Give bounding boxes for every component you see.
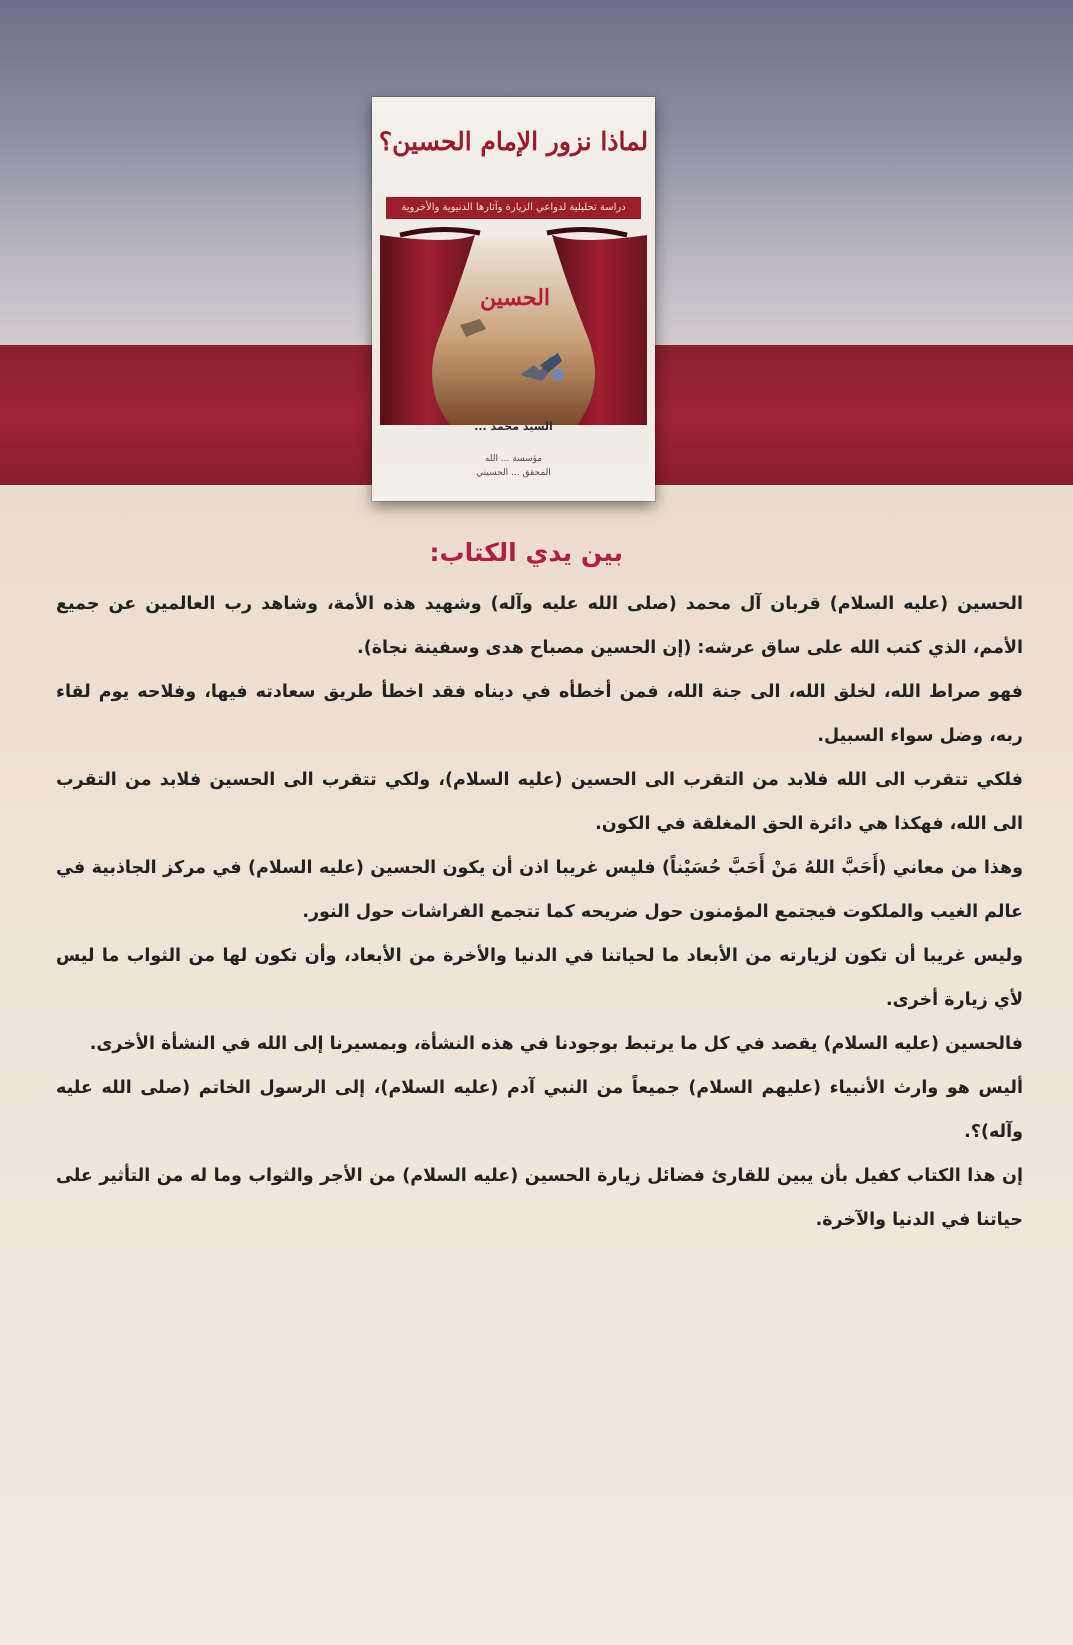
paragraph-1: الحسين (عليه السلام) قربان آل محمد (صلى الله عليه وآله) وشهيد هذه الأمة، وشاهد رب العالمين عن جميع الأمم، الذي كتب الله على ساق عرشه: (إن الحسين مصباح هدى وسفينة نجاة). [56,594,1023,658]
book-cover-publisher [372,452,655,480]
book-cover-author: السيد محمد ... [474,420,553,433]
paragraph-6: فالحسين (عليه السلام) يقصد في كل ما يرتبط بوجودنا في هذه النشأة، وبمسيرنا إلى الله في النشأة الأخرى. [89,1034,1023,1054]
book-cover-illustration [380,225,647,425]
book-cover-publisher-line-2: المحقق ... الحسيني [476,468,551,478]
book-description [56,582,1023,1242]
paragraph-3: فلكي تتقرب الى الله فلابد من التقرب الى الحسين (عليه السلام)، ولكي تتقرب الى الحسين فلابد من التقرب الى الله، فهكذا هي دائرة الحق المغلقة في الكون. [56,770,1023,834]
book-cover-title: لماذا نزور الإمام الحسين؟ [378,127,649,156]
paragraph-8: إن هذا الكتاب كفيل بأن يبين للقارئ فضائل زيارة الحسين (عليه السلام) من الأجر والثواب وما له من التأثير على حياتنا في الدنيا والآخرة. [56,1166,1023,1230]
book-cover-publisher-line-1: مؤسسة ... الله [484,454,543,464]
paragraph-2: فهو صراط الله، لخلق الله، الى جنة الله، فمن أخطأه في ديناه فقد اخطأ طريق سعادته فيها، وفلاحه يوم لقاء ربه، وضل سواء السبيل. [56,682,1023,746]
book-cover [372,97,655,501]
paragraph-5: وليس غريبا أن تكون لزيارته من الأبعاد ما لحياتنا في الدنيا والأخرة من الأبعاد، وأن تكون لها من الثواب ما ليس لأي زيارة أخرى. [56,946,1023,1010]
book-cover-art-text: الحسين [480,285,551,311]
book-cover-subtitle: دراسة تحليلية لدواعي الزيارة وآثارها الدنيوية والأخروية [386,197,641,219]
paragraph-7: أليس هو وارث الأنبياء (عليهم السلام) جميعاً من النبي آدم (عليه السلام)، إلى الرسول الخاتم (صلى الله عليه وآله)؟. [56,1078,1023,1142]
paragraph-4: وهذا من معاني (أَحَبَّ اللهُ مَنْ أَحَبَّ حُسَيْناً) فليس غريبا اذن أن يكون الحسين (عليه السلام) في مركز الجاذبية في عالم الغيب والملكوت فيجتمع المؤمنون حول ضريحه كما تتجمع الفراشات حول النور. [56,858,1023,922]
section-heading: بين يدي الكتاب: [429,538,623,567]
